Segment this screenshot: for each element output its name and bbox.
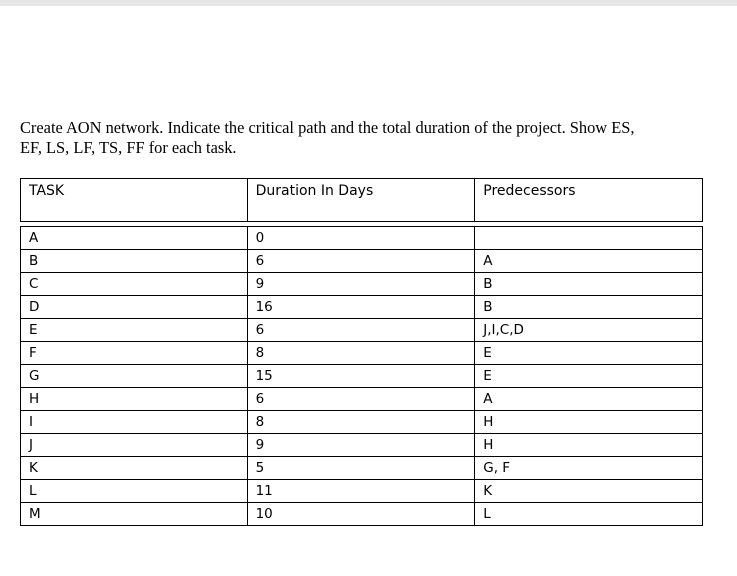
table-row [21, 457, 703, 480]
task-cell: I [21, 411, 248, 434]
table-row [21, 365, 703, 388]
table-row [21, 227, 703, 250]
table-header-row [21, 179, 703, 222]
instructions-text [20, 118, 720, 158]
duration-cell: 9 [247, 273, 475, 296]
predecessors-cell: H [475, 434, 703, 457]
duration-cell: 15 [247, 365, 475, 388]
task-table [20, 178, 703, 526]
instructions-line-1: Create AON network. Indicate the critical path and the total duration of the project. Show ES, [20, 118, 635, 137]
duration-cell: 6 [247, 388, 475, 411]
task-cell: G [21, 365, 248, 388]
predecessors-cell: E [475, 365, 703, 388]
table-row [21, 480, 703, 503]
duration-cell: 6 [247, 250, 475, 273]
predecessors-cell: H [475, 411, 703, 434]
table-row [21, 411, 703, 434]
duration-cell: 8 [247, 411, 475, 434]
duration-cell: 6 [247, 319, 475, 342]
task-cell: C [21, 273, 248, 296]
predecessors-cell: B [475, 273, 703, 296]
duration-cell: 9 [247, 434, 475, 457]
duration-cell: 10 [247, 503, 475, 526]
top-divider [0, 0, 737, 6]
header-predecessors: Predecessors [475, 179, 703, 222]
table-row [21, 250, 703, 273]
task-cell: L [21, 480, 248, 503]
table-row [21, 273, 703, 296]
duration-cell: 8 [247, 342, 475, 365]
header-duration: Duration In Days [247, 179, 475, 222]
predecessors-cell: G, F [475, 457, 703, 480]
predecessors-cell: E [475, 342, 703, 365]
table-row [21, 503, 703, 526]
table-row [21, 388, 703, 411]
header-task: TASK [21, 179, 248, 222]
duration-cell: 16 [247, 296, 475, 319]
duration-cell: 5 [247, 457, 475, 480]
table-row [21, 434, 703, 457]
task-cell: H [21, 388, 248, 411]
task-cell: A [21, 227, 248, 250]
predecessors-cell: L [475, 503, 703, 526]
predecessors-cell: B [475, 296, 703, 319]
duration-cell: 0 [247, 227, 475, 250]
task-cell: D [21, 296, 248, 319]
table-row [21, 342, 703, 365]
table-row [21, 296, 703, 319]
task-cell: B [21, 250, 248, 273]
task-cell: J [21, 434, 248, 457]
task-table-body [21, 222, 703, 526]
predecessors-cell: K [475, 480, 703, 503]
task-cell: K [21, 457, 248, 480]
instructions-line-2: EF, LS, LF, TS, FF for each task. [20, 138, 237, 157]
predecessors-cell: A [475, 388, 703, 411]
task-cell: F [21, 342, 248, 365]
task-cell: E [21, 319, 248, 342]
task-cell: M [21, 503, 248, 526]
table-row [21, 319, 703, 342]
predecessors-cell: A [475, 250, 703, 273]
predecessors-cell: J,I,C,D [475, 319, 703, 342]
predecessors-cell [475, 227, 703, 250]
duration-cell: 11 [247, 480, 475, 503]
